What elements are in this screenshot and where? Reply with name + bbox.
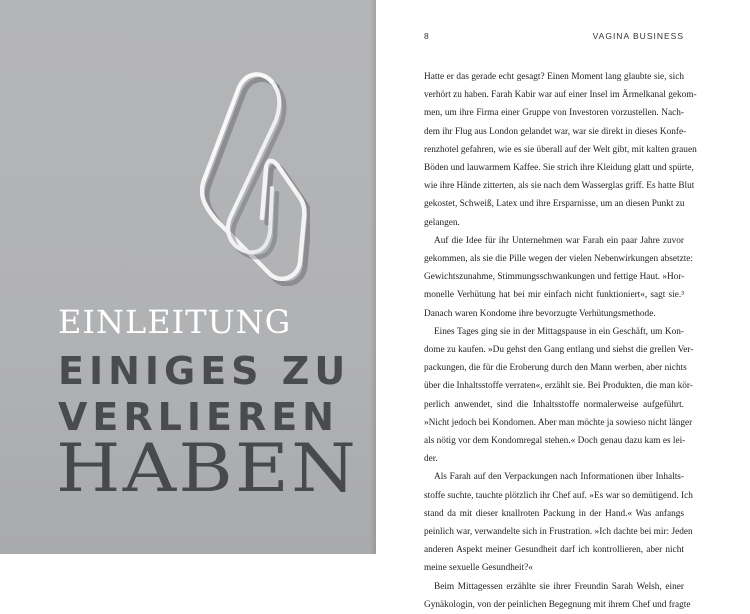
page-number: 8 — [424, 31, 430, 41]
paragraph — [424, 323, 694, 469]
text-line: monelle Verhütung hat bei mir einfach nicht funktioniert«, sagt sie.³ — [424, 290, 684, 301]
text-line: meine sexuelle Gesundheit?« — [424, 563, 533, 574]
paperclip-icon — [200, 68, 310, 286]
text-line: wie ihre Hände zitterten, als sie nach dem Wasserglas griff. Es hatte Blut — [424, 181, 695, 192]
text-line: peinlich war, verwandelte sich in Frustration. »Ich dachte bei mir: Jeden — [424, 527, 693, 538]
body-text — [424, 68, 697, 614]
text-line: Auf die Idee für ihr Unternehmen war Farah ein paar Jahre zuvor — [434, 235, 684, 246]
running-head: VAGINA BUSINESS — [592, 31, 684, 41]
text-line: dome zu kaufen. »Du gehst den Gang entlang und siehst die grellen Ver- — [424, 345, 694, 356]
chapter-title-line-3: HABEN — [56, 430, 359, 507]
text-line: als nötig vor dem Kondomregal stehen.« Doch genau dazu kam es lei- — [424, 436, 686, 447]
text-line: Gynäkologin, von der peinlichen Begegnung mit ihrem Chef und fragte — [424, 599, 691, 610]
text-line: dem ihr Flug aus London gelandet war, war sie direkt in dieses Konfe- — [424, 126, 687, 137]
text-line: stand da mit dieser knallroten Packung in der Hand.« Was anfangs — [424, 508, 684, 519]
text-line: Hatte er das gerade echt gesagt? Einen Moment lang glaubte sie, sich — [424, 72, 684, 82]
chapter-title-line-2: VERLIEREN — [58, 395, 339, 439]
text-line: anderen Aspekt meiner Gesundheit darf ich kontrollieren, aber nicht — [424, 545, 684, 556]
chapter-opener-page — [0, 0, 376, 554]
text-line: packungen, die für die Eroberung durch den Mann werben, aber nichts — [424, 363, 687, 374]
text-line: Böden und lauwarmem Kaffee. Sie strich ihre Kleidung glatt und spürte, — [424, 163, 694, 174]
text-line: renzhotel gefahren, wie es sie überall auf der Welt gibt, mit kalten grauen — [424, 144, 697, 155]
chapter-kicker: EINLEITUNG — [58, 303, 292, 341]
text-line: der. — [424, 454, 438, 465]
text-line: über die Inhaltsstoffe verraten«, erzählt sie. Bei Produkten, die man kör- — [424, 381, 693, 392]
paragraph — [424, 68, 697, 232]
text-page — [376, 0, 750, 610]
text-line: Als Farah auf den Verpackungen nach Informationen über Inhalts- — [434, 472, 684, 483]
text-line: gekommen, als sie die Pille wegen der vielen Nebenwirkungen absetzte: — [424, 254, 694, 265]
text-line: gelangen. — [424, 217, 460, 228]
paragraph — [424, 468, 693, 577]
text-line: stoffe suchte, tauchte plötzlich ihr Chef auf. »Es war so demütigend. Ich — [424, 490, 693, 501]
text-line: Beim Mittagessen erzählte sie ihrer Freundin Sarah Welsh, einer — [434, 581, 684, 592]
text-line: gekostet, Schweiß, Latex und ihre Ersparnisse, um an diesen Punkt zu — [424, 199, 685, 210]
text-line: »Nicht jedoch bei Kondomen. Aber man möchte ja sowieso nicht länger — [424, 417, 693, 428]
text-line: men, um ihre Firma einer Gruppe von Investoren vorzustellen. Nach- — [424, 108, 684, 119]
paragraph — [424, 578, 691, 614]
text-line: verhört zu haben. Farah Kabir war auf einer Insel im Ärmelkanal gekom- — [424, 90, 697, 101]
text-line: Gewichtszunahme, Stimmungsschwankungen und fettige Haut. »Hor- — [424, 272, 685, 283]
text-line: perlich anwendet, sind die Inhaltsstoffe normalerweise aufgeführt. — [424, 399, 684, 410]
text-line: Danach waren Kondome ihre bevorzugte Verhütungsmethode. — [424, 308, 656, 319]
paragraph — [424, 232, 694, 323]
text-line: Eines Tages ging sie in der Mittagspause in ein Geschäft, um Kon- — [434, 326, 684, 337]
chapter-title-line-1: EINIGES ZU — [58, 349, 351, 393]
